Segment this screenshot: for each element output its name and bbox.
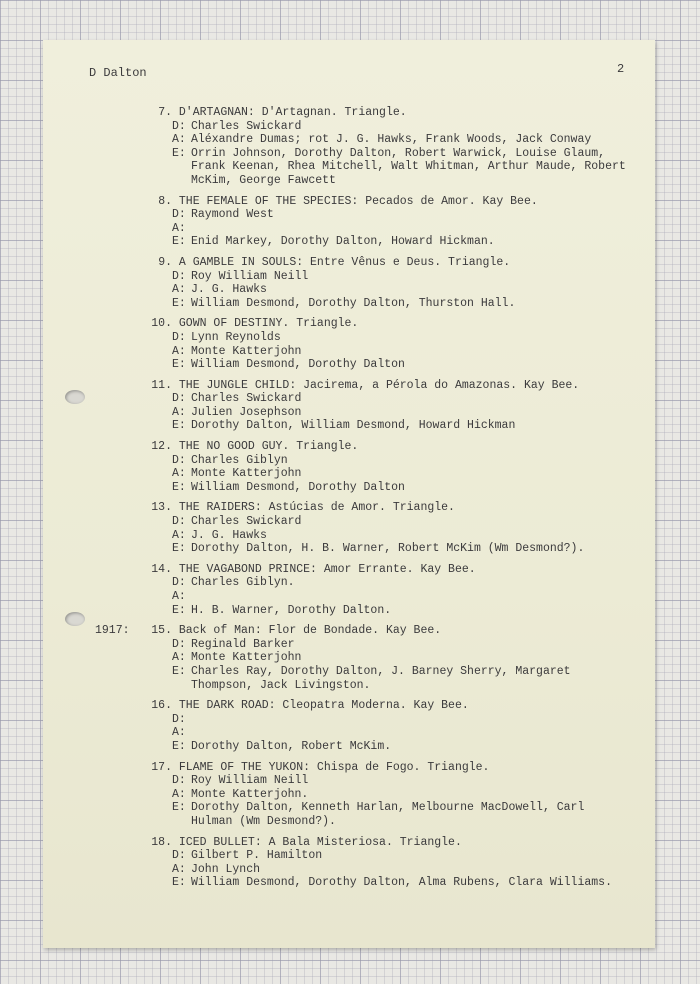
credit-value: Charles Swickard xyxy=(191,515,302,529)
entry-number: 10. xyxy=(151,317,172,331)
credit-line xyxy=(43,208,655,222)
credit-line xyxy=(43,863,655,877)
credit-label: E: xyxy=(172,296,186,310)
credit-value: Dorothy Dalton, Kenneth Harlan, Melbourne MacDowell, Carl Hulman (Wm Desmond?). xyxy=(191,801,585,828)
credit-label: A: xyxy=(172,283,186,297)
document-page xyxy=(43,40,655,948)
credit-line xyxy=(43,467,655,481)
entry-title: ICED BULLET: A Bala Misteriosa. Triangle. xyxy=(178,835,462,849)
credit-value: Gilbert P. Hamilton xyxy=(191,849,323,863)
entry-title: THE FEMALE OF THE SPECIES: Pecados de Amor. Kay Bee. xyxy=(178,194,538,208)
credit-label: D: xyxy=(172,119,186,133)
film-entry xyxy=(43,440,655,494)
credit-label: D: xyxy=(172,712,186,726)
credit-label: D: xyxy=(172,515,186,529)
credit-value: Charles Ray, Dorothy Dalton, J. Barney Sherry, Margaret Thompson, Jack Livingston. xyxy=(191,664,571,692)
credit-label: E: xyxy=(172,664,186,678)
credit-line xyxy=(43,651,655,665)
entry-number: 16. xyxy=(151,699,172,713)
credit-label: E: xyxy=(172,876,186,890)
filmography-list xyxy=(43,106,655,897)
entry-title-line xyxy=(43,836,655,850)
entry-number: 13. xyxy=(151,501,172,515)
credit-line xyxy=(43,147,655,188)
credit-value: J. G. Hawks xyxy=(191,528,267,542)
entry-title-line xyxy=(43,379,655,393)
credit-line xyxy=(43,297,655,311)
credit-value xyxy=(191,590,631,604)
credit-value: Roy William Neill xyxy=(191,774,309,788)
credit-line xyxy=(43,235,655,249)
credit-label: D: xyxy=(172,330,186,344)
credit-line xyxy=(43,454,655,468)
credit-line xyxy=(43,419,655,433)
credit-line xyxy=(43,515,655,529)
credit-value: Enid Markey, Dorothy Dalton, Howard Hickman. xyxy=(191,235,495,249)
credit-line xyxy=(43,283,655,297)
credit-label: E: xyxy=(172,358,186,372)
entry-title: THE DARK ROAD: Cleopatra Moderna. Kay Bee. xyxy=(178,699,469,713)
credit-line xyxy=(43,358,655,372)
entry-number: 8. xyxy=(158,194,172,208)
credit-line xyxy=(43,331,655,345)
credit-value: William Desmond, Dorothy Dalton xyxy=(191,358,405,372)
entry-title-line xyxy=(43,761,655,775)
film-entry xyxy=(43,836,655,890)
film-entry xyxy=(43,563,655,617)
credit-label: E: xyxy=(172,235,186,249)
credit-value: Monte Katterjohn xyxy=(191,344,302,358)
entry-title-line xyxy=(43,440,655,454)
credit-label: D: xyxy=(172,576,186,590)
credit-label: A: xyxy=(172,651,186,665)
credit-value: Julien Josephson xyxy=(191,405,302,419)
credit-line xyxy=(43,529,655,543)
credit-value: Raymond West xyxy=(191,208,274,222)
credit-label: D: xyxy=(172,269,186,283)
film-entry xyxy=(43,256,655,310)
entry-title-line xyxy=(43,563,655,577)
credit-value: Charles Giblyn. xyxy=(191,576,295,590)
credit-label: A: xyxy=(172,528,186,542)
entry-title: FLAME OF THE YUKON: Chispa de Fogo. Triangle. xyxy=(178,760,490,774)
credit-value: Monte Katterjohn xyxy=(191,467,302,481)
credit-line xyxy=(43,740,655,754)
entry-number: 12. xyxy=(151,440,172,454)
credit-label: A: xyxy=(172,405,186,419)
credit-value: Dorothy Dalton, William Desmond, Howard Hickman xyxy=(191,419,516,433)
film-entry xyxy=(43,317,655,371)
entry-title: GOWN OF DESTINY. Triangle. xyxy=(178,317,359,331)
year-label: 1917: xyxy=(95,624,130,638)
credit-line xyxy=(43,774,655,788)
credit-label: E: xyxy=(172,419,186,433)
entry-title-line xyxy=(43,195,655,209)
credit-line xyxy=(43,133,655,147)
entry-title: Back of Man: Flor de Bondade. Kay Bee. xyxy=(178,624,442,638)
credit-line xyxy=(43,576,655,590)
film-entry xyxy=(43,501,655,555)
entry-number: 7. xyxy=(158,106,172,119)
credit-value: Aléxandre Dumas; rot J. G. Hawks, Frank Woods, Jack Conway xyxy=(191,133,592,147)
credit-label: D: xyxy=(172,453,186,467)
credit-label: D: xyxy=(172,849,186,863)
credit-label: A: xyxy=(172,133,186,147)
credit-line xyxy=(43,726,655,740)
entry-title-line xyxy=(43,624,655,638)
credit-label: A: xyxy=(172,787,186,801)
credit-line xyxy=(43,713,655,727)
credit-value: John Lynch xyxy=(191,862,261,876)
entry-title-line xyxy=(43,317,655,331)
entry-number: 15. xyxy=(151,624,172,638)
entry-title: A GAMBLE IN SOULS: Entre Vênus e Deus. Triangle. xyxy=(178,255,511,269)
credit-value xyxy=(191,726,631,740)
entry-title: THE RAIDERS: Astúcias de Amor. Triangle. xyxy=(178,501,455,515)
credit-value: H. B. Warner, Dorothy Dalton. xyxy=(191,603,392,617)
entry-title: THE JUNGLE CHILD: Jacirema, a Pérola do Amazonas. Kay Bee. xyxy=(178,378,580,392)
credit-label: D: xyxy=(172,208,186,222)
credit-line xyxy=(43,120,655,134)
film-entry xyxy=(43,379,655,433)
header-name: D Dalton xyxy=(89,66,147,80)
credit-line xyxy=(43,392,655,406)
entry-number: 14. xyxy=(151,562,172,576)
film-entry xyxy=(43,195,655,249)
credit-line xyxy=(43,876,655,890)
credit-line xyxy=(43,481,655,495)
credit-value xyxy=(191,222,631,236)
credit-label: E: xyxy=(172,146,186,160)
entry-title-line xyxy=(43,106,655,120)
credit-label: A: xyxy=(172,726,186,740)
entry-number: 17. xyxy=(151,760,172,774)
credit-label: E: xyxy=(172,542,186,556)
credit-label: D: xyxy=(172,774,186,788)
credit-value: Roy William Neill xyxy=(191,269,309,283)
credit-line xyxy=(43,345,655,359)
credit-label: E: xyxy=(172,739,186,753)
credit-line xyxy=(43,665,655,692)
entry-number: 11. xyxy=(151,378,172,392)
film-entry xyxy=(43,106,655,188)
credit-line xyxy=(43,406,655,420)
credit-value xyxy=(191,713,631,727)
entry-title: D'ARTAGNAN: D'Artagnan. Triangle. xyxy=(178,106,407,119)
credit-value: Orrin Johnson, Dorothy Dalton, Robert Warwick, Louise Glaum, Frank Keenan, Rhea Mitchell, Walt Whitman, Arthur Maude, Robert McKim, George Fawcett xyxy=(191,146,626,187)
credit-label: A: xyxy=(172,467,186,481)
credit-label: E: xyxy=(172,480,186,494)
entry-title-line xyxy=(43,501,655,515)
entry-title-line xyxy=(43,256,655,270)
entry-number: 18. xyxy=(151,835,172,849)
entry-title-line xyxy=(43,699,655,713)
credit-line xyxy=(43,542,655,556)
credit-value: Dorothy Dalton, Robert McKim. xyxy=(191,739,392,753)
entry-number: 9. xyxy=(158,255,172,269)
credit-value: William Desmond, Dorothy Dalton, Thurston Hall. xyxy=(191,296,516,310)
page-number: 2 xyxy=(617,62,625,76)
credit-label: A: xyxy=(172,590,186,603)
credit-value: Charles Swickard xyxy=(191,392,302,406)
entry-title: THE NO GOOD GUY. Triangle. xyxy=(178,440,359,454)
credit-value: Monte Katterjohn. xyxy=(191,787,309,801)
credit-value: Charles Giblyn xyxy=(191,453,288,467)
film-entry xyxy=(43,761,655,829)
credit-line xyxy=(43,222,655,236)
credit-label: E: xyxy=(172,603,186,617)
film-entry xyxy=(43,699,655,753)
credit-label: E: xyxy=(172,801,186,815)
credit-label: D: xyxy=(172,392,186,406)
credit-line xyxy=(43,788,655,802)
credit-line xyxy=(43,270,655,284)
credit-line xyxy=(43,604,655,618)
credit-line xyxy=(43,801,655,828)
credit-line xyxy=(43,638,655,652)
credit-label: D: xyxy=(172,637,186,651)
credit-label: A: xyxy=(172,862,186,876)
credit-value: Reginald Barker xyxy=(191,637,295,651)
credit-value: Charles Swickard xyxy=(191,119,302,133)
credit-line xyxy=(43,590,655,604)
credit-label: A: xyxy=(172,344,186,358)
credit-value: Dorothy Dalton, H. B. Warner, Robert McKim (Wm Desmond?). xyxy=(191,542,585,556)
film-entry xyxy=(43,624,655,692)
credit-value: Monte Katterjohn xyxy=(191,651,302,665)
credit-value: Lynn Reynolds xyxy=(191,330,281,344)
entry-title: THE VAGABOND PRINCE: Amor Errante. Kay Bee. xyxy=(178,562,476,576)
credit-value: J. G. Hawks xyxy=(191,283,267,297)
credit-line xyxy=(43,849,655,863)
credit-label: A: xyxy=(172,221,186,235)
credit-value: William Desmond, Dorothy Dalton xyxy=(191,480,405,494)
credit-value: William Desmond, Dorothy Dalton, Alma Rubens, Clara Williams. xyxy=(191,876,612,890)
